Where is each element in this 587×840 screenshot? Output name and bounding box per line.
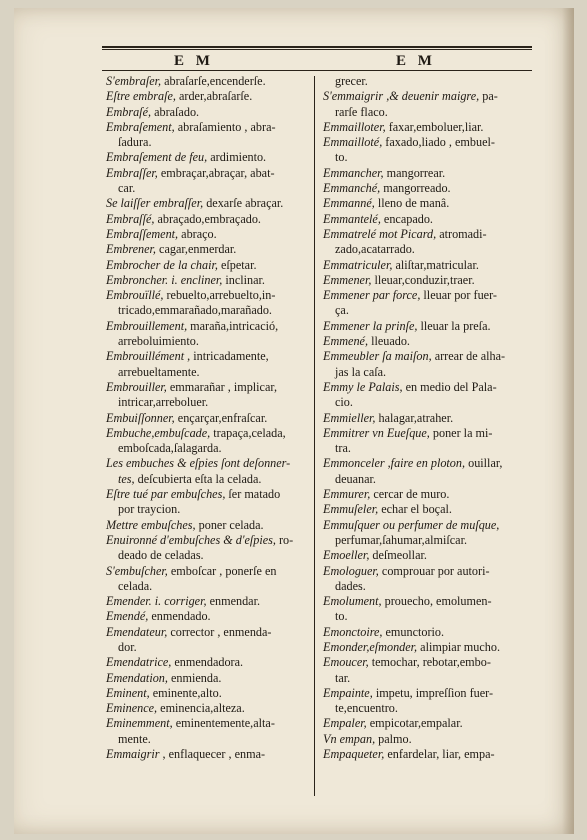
entry-translation: arrear de alha- [431, 349, 506, 364]
dictionary-line [106, 594, 308, 609]
entry-translation: cercar de muro. [370, 487, 450, 502]
left-column [106, 74, 308, 762]
entry-headword: Emmuſeler, [323, 502, 379, 517]
dictionary-line [106, 426, 308, 441]
dictionary-line [323, 181, 535, 196]
dictionary-line [106, 334, 308, 349]
entry-translation: celada. [118, 578, 153, 593]
dictionary-line [323, 732, 535, 747]
dictionary-line [323, 288, 535, 303]
entry-translation: emboſcada,ſalagarda. [118, 441, 222, 456]
right-column [323, 74, 535, 762]
dictionary-line [106, 671, 308, 686]
entry-headword: Embrouiller, [106, 379, 167, 394]
entry-translation: rebuelto,arrebuelto,in- [163, 288, 276, 303]
entry-translation: dexarſe abraçar. [203, 196, 284, 211]
entry-translation: lleuado. [368, 334, 410, 349]
entry-headword: Mettre embuſches, [106, 517, 196, 532]
dictionary-line [323, 701, 535, 716]
entry-headword: Embraſſé, [106, 211, 155, 226]
entry-headword: Emmy le Palais, [323, 379, 403, 394]
dictionary-line [323, 89, 535, 104]
dictionary-line [323, 472, 535, 487]
entry-headword: Emendé, [106, 609, 149, 624]
entry-translation: encapado. [380, 211, 433, 226]
dictionary-line [106, 150, 308, 165]
entry-translation: te,encuentro. [335, 701, 398, 716]
dictionary-line [323, 640, 535, 655]
dictionary-line [323, 258, 535, 273]
entry-headword: Empaqueter, [323, 747, 385, 762]
entry-headword: Emmener, [323, 272, 372, 287]
entry-translation: halagar,atraher. [375, 410, 454, 425]
dictionary-line [323, 334, 535, 349]
entry-translation: ardimiento. [207, 150, 267, 165]
dictionary-line [323, 609, 535, 624]
column-divider [314, 76, 315, 796]
dictionary-line [106, 686, 308, 701]
entry-headword: Empainte, [323, 685, 373, 700]
entry-translation: embraçar,abraçar, abat- [157, 165, 275, 180]
entry-headword: Emoeller, [323, 548, 370, 563]
entry-translation: inclinar. [222, 272, 265, 287]
running-head-right: E M [396, 53, 436, 69]
entry-translation: rarſe flaco. [335, 104, 388, 119]
entry-translation: deado de celadas. [118, 548, 204, 563]
dictionary-line [323, 487, 535, 502]
entry-translation: mangorreado. [380, 181, 451, 196]
entry-headword: Embuiſſonner, [106, 410, 175, 425]
entry-translation: prouecho, emolumen- [381, 594, 492, 609]
entry-translation: poner la mi- [429, 425, 493, 440]
dictionary-line [106, 441, 308, 456]
entry-headword: Emmailloté, [323, 135, 383, 150]
entry-translation: tar. [335, 670, 351, 685]
entry-translation: faxar,emboluer,liar. [385, 119, 484, 134]
entry-translation: lleuar,conduzir,traer. [371, 272, 475, 287]
entry-translation: to. [335, 609, 348, 624]
dictionary-line [323, 166, 535, 181]
entry-translation: cagar,enmerdar. [155, 242, 237, 257]
dictionary-line [323, 533, 535, 548]
entry-translation: enfardelar, liar, empa- [384, 747, 495, 762]
dictionary-line [106, 288, 308, 303]
entry-translation: empicotar,empalar. [366, 716, 463, 731]
entry-translation: impetu, impreſſion fuer- [372, 685, 494, 700]
entry-headword: Emolument, [323, 594, 382, 609]
dictionary-line [106, 655, 308, 670]
entry-translation: ça. [335, 303, 349, 318]
dictionary-line [106, 701, 308, 716]
dictionary-line [106, 303, 308, 318]
entry-translation: comprouar por autori- [378, 563, 490, 578]
entry-translation: dades. [335, 578, 366, 593]
entry-translation: deſcubierta eſta la celada. [134, 471, 262, 486]
entry-headword: Emonctoire, [323, 624, 383, 639]
entry-translation: abraſarſe,encenderſe. [161, 74, 266, 88]
entry-translation: abraço. [178, 226, 217, 241]
entry-headword: Emmantelé, [323, 211, 381, 226]
entry-headword: Emendateur, [106, 624, 168, 639]
entry-translation: ro- [275, 532, 294, 547]
entry-headword: Eſtre tué par embuſches, [106, 487, 226, 502]
entry-headword: Embrocher de la chair, [106, 257, 218, 272]
dictionary-line [323, 242, 535, 257]
dictionary-line [106, 212, 308, 227]
entry-translation: abraſado. [151, 104, 200, 119]
entry-translation: enmendar. [206, 594, 261, 609]
dictionary-line [323, 747, 535, 762]
entry-headword: Emender. i. corriger, [106, 594, 207, 609]
dictionary-line [106, 258, 308, 273]
entry-translation: cio. [335, 395, 353, 410]
top-rule-thin [102, 49, 532, 50]
dictionary-line [106, 365, 308, 380]
entry-headword: Embuche,embuſcade, [106, 425, 211, 440]
running-head-left: E M [174, 53, 214, 69]
dictionary-line [106, 502, 308, 517]
dictionary-line [106, 518, 308, 533]
dictionary-line [323, 395, 535, 410]
dictionary-line [323, 365, 535, 380]
entry-translation: poner celada. [195, 517, 264, 532]
entry-translation: corrector , enmenda- [167, 624, 272, 639]
dictionary-line [323, 441, 535, 456]
dictionary-line [106, 227, 308, 242]
entry-translation: echar el boçal. [378, 502, 452, 517]
entry-headword: Embrouillement, [106, 318, 188, 333]
dictionary-line [106, 411, 308, 426]
entry-headword: Eminence, [106, 701, 158, 716]
entry-translation: enmienda. [167, 670, 222, 685]
entry-headword: Se laiſſer embraſſer, [106, 196, 204, 211]
dictionary-line [106, 196, 308, 211]
entry-translation: ſadura. [118, 135, 152, 150]
entry-translation: alimpiar mucho. [417, 639, 501, 654]
dictionary-line [106, 135, 308, 150]
entry-translation: tra. [335, 441, 351, 456]
dictionary-line [106, 319, 308, 334]
entry-translation: abraçado,embraçado. [154, 211, 261, 226]
entry-headword: Emoucer, [323, 655, 369, 670]
dictionary-line [323, 303, 535, 318]
entry-headword: Emmatriculer, [323, 257, 393, 272]
entry-headword: Emmanné, [323, 196, 375, 211]
dictionary-line [106, 564, 308, 579]
entry-headword: Emmurer, [323, 487, 371, 502]
entry-translation: trapaça,celada, [210, 425, 286, 440]
entry-headword: Emmener par force, [323, 288, 421, 303]
page-edge-shadow [562, 8, 574, 834]
dictionary-line [323, 671, 535, 686]
dictionary-line [323, 456, 535, 471]
dictionary-line [106, 747, 308, 762]
entry-headword: Eſtre embraſe, [106, 89, 176, 104]
dictionary-line [323, 564, 535, 579]
entry-translation: deſmeollar. [369, 548, 427, 563]
dictionary-line [323, 625, 535, 640]
dictionary-line [323, 105, 535, 120]
header-rule [102, 70, 532, 71]
entry-translation: lleno de manâ. [374, 196, 450, 211]
entry-headword: Emmanché, [323, 181, 381, 196]
entry-translation: arreboluimiento. [118, 334, 199, 349]
entry-headword: Emmaigrir [106, 747, 160, 762]
entry-headword: tes, [118, 471, 135, 486]
entry-headword: Emmieller, [323, 410, 376, 425]
dictionary-line [323, 716, 535, 731]
entry-headword: Embraſſer, [106, 165, 158, 180]
dictionary-line [106, 89, 308, 104]
entry-translation: abraſamiento , abra- [174, 119, 276, 134]
entry-headword: Emmeubler ſa maiſon, [323, 349, 432, 364]
dictionary-line [323, 655, 535, 670]
dictionary-line [106, 716, 308, 731]
dictionary-line [323, 349, 535, 364]
entry-headword: Emmené, [323, 334, 369, 349]
dictionary-line [106, 349, 308, 364]
entry-translation: tricado,emmarañado,marañado. [118, 303, 272, 318]
dictionary-line [106, 609, 308, 624]
entry-headword: Eminemment, [106, 716, 173, 731]
entry-headword: Emmatrelé mot Picard, [323, 226, 437, 241]
dictionary-line [106, 579, 308, 594]
dictionary-line [323, 426, 535, 441]
entry-headword: Embraſement de feu, [106, 150, 208, 165]
entry-translation: to. [335, 150, 348, 165]
entry-translation: en medio del Pala- [402, 379, 497, 394]
dictionary-line [323, 502, 535, 517]
entry-headword: Eminent, [106, 685, 150, 700]
dictionary-line [106, 105, 308, 120]
entry-headword: Emendatrice, [106, 655, 172, 670]
dictionary-line [106, 640, 308, 655]
entry-translation: intricar,arreboluer. [118, 395, 209, 410]
dictionary-line [106, 395, 308, 410]
entry-translation: ençarçar,enfraſcar. [174, 410, 268, 425]
entry-translation: enmendado. [148, 609, 211, 624]
entry-translation: dor. [118, 639, 137, 654]
entry-translation: aliſtar,matricular. [392, 257, 479, 272]
dictionary-line [323, 686, 535, 701]
dictionary-line [323, 380, 535, 395]
entry-headword: S'embraſer, [106, 74, 162, 88]
entry-translation: eſpetar. [217, 257, 257, 272]
entry-headword: Emologuer, [323, 563, 379, 578]
entry-headword: Embraſé, [106, 104, 152, 119]
entry-headword: Emendation, [106, 670, 168, 685]
entry-headword: Embraſement, [106, 119, 175, 134]
entry-translation: ouillar, [465, 456, 503, 471]
entry-translation: emmarañar , implicar, [166, 379, 277, 394]
entry-translation: faxado,liado , embuel- [382, 135, 495, 150]
dictionary-line [106, 380, 308, 395]
entry-headword: Emmailloter, [323, 119, 386, 134]
entry-headword: Empaler, [323, 716, 367, 731]
dictionary-line [106, 242, 308, 257]
entry-headword: Emmener la prinſe, [323, 318, 418, 333]
dictionary-line [106, 120, 308, 135]
entry-headword: Vn empan, [323, 731, 376, 746]
dictionary-line [106, 74, 308, 89]
entry-translation: emunctorio. [382, 624, 445, 639]
entry-headword: Embrener, [106, 242, 156, 257]
entry-headword: Embrouïllé, [106, 288, 164, 303]
dictionary-line [323, 594, 535, 609]
dictionary-line [323, 74, 535, 89]
dictionary-line [323, 212, 535, 227]
entry-headword: Emmonceler ,faire en ploton, [323, 456, 466, 471]
dictionary-line [106, 487, 308, 502]
dictionary-line [106, 456, 308, 471]
entry-translation: mangorrear. [383, 165, 446, 180]
dictionary-line [323, 273, 535, 288]
entry-translation: lleuar por fuer- [420, 288, 497, 303]
dictionary-line [106, 472, 308, 487]
entry-headword: Embrouillément [106, 349, 185, 364]
dictionary-line [106, 732, 308, 747]
dictionary-line [323, 227, 535, 242]
entry-translation: atromadi- [436, 226, 487, 241]
top-rule [102, 46, 532, 48]
dictionary-line [106, 166, 308, 181]
dictionary-line [323, 411, 535, 426]
entry-headword: Embroncher. i. encliner, [106, 272, 223, 287]
entry-headword: Emonder,eſmonder, [323, 639, 418, 654]
dictionary-line [323, 319, 535, 334]
entry-translation: eminencia,alteza. [157, 701, 245, 716]
entry-headword: S'embuſcher, [106, 563, 168, 578]
entry-headword: Les embuches & eſpies ſont deſonner- [106, 456, 291, 471]
dictionary-line [106, 548, 308, 563]
dictionary-line [323, 518, 535, 533]
entry-headword: S'emmaigrir ,& deuenir maigre, [323, 89, 480, 104]
entry-headword: Emmuſquer ou perfumer de muſque, [323, 517, 500, 532]
dictionary-line [323, 579, 535, 594]
entry-translation: temochar, rebotar,embo- [368, 655, 491, 670]
entry-translation: enmendadora. [171, 655, 244, 670]
entry-translation: mente. [118, 731, 151, 746]
dictionary-line [323, 196, 535, 211]
entry-translation: pa- [479, 89, 498, 104]
entry-translation: arrebueltamente. [118, 364, 200, 379]
entry-translation: , intricadamente, [184, 349, 269, 364]
entry-translation: eminentemente,alta- [172, 716, 275, 731]
entry-translation: car. [118, 181, 136, 196]
entry-translation: maraña,intricació, [187, 318, 279, 333]
entry-headword: Emmancher, [323, 165, 384, 180]
dictionary-line [323, 120, 535, 135]
entry-translation: eminente,alto. [149, 685, 222, 700]
entry-translation: palmo. [375, 731, 412, 746]
entry-translation: deuanar. [335, 471, 376, 486]
dictionary-line [323, 150, 535, 165]
entry-translation: arder,abraſarſe. [175, 89, 253, 104]
entry-headword: Embraſſement, [106, 226, 179, 241]
entry-translation: grecer. [335, 74, 368, 88]
entry-translation: perfumar,ſahumar,almiſcar. [335, 532, 468, 547]
entry-translation: , enflaquecer , enma- [159, 747, 266, 762]
dictionary-line [106, 625, 308, 640]
entry-translation: ſer matado [225, 487, 281, 502]
dictionary-line [106, 533, 308, 548]
dictionary-line [106, 181, 308, 196]
dictionary-line [323, 135, 535, 150]
entry-translation: zado,acatarrado. [335, 242, 415, 257]
dictionary-page [14, 8, 574, 834]
entry-translation: jas la caſa. [335, 364, 387, 379]
entry-headword: Enuironné d'embuſches & d'eſpies, [106, 532, 276, 547]
dictionary-line [106, 273, 308, 288]
entry-translation: lleuar la preſa. [417, 318, 491, 333]
entry-translation: por traycion. [118, 502, 181, 517]
entry-translation: emboſcar , ponerſe en [167, 563, 277, 578]
entry-headword: Emmitrer vn Eueſque, [323, 425, 430, 440]
dictionary-line [323, 548, 535, 563]
